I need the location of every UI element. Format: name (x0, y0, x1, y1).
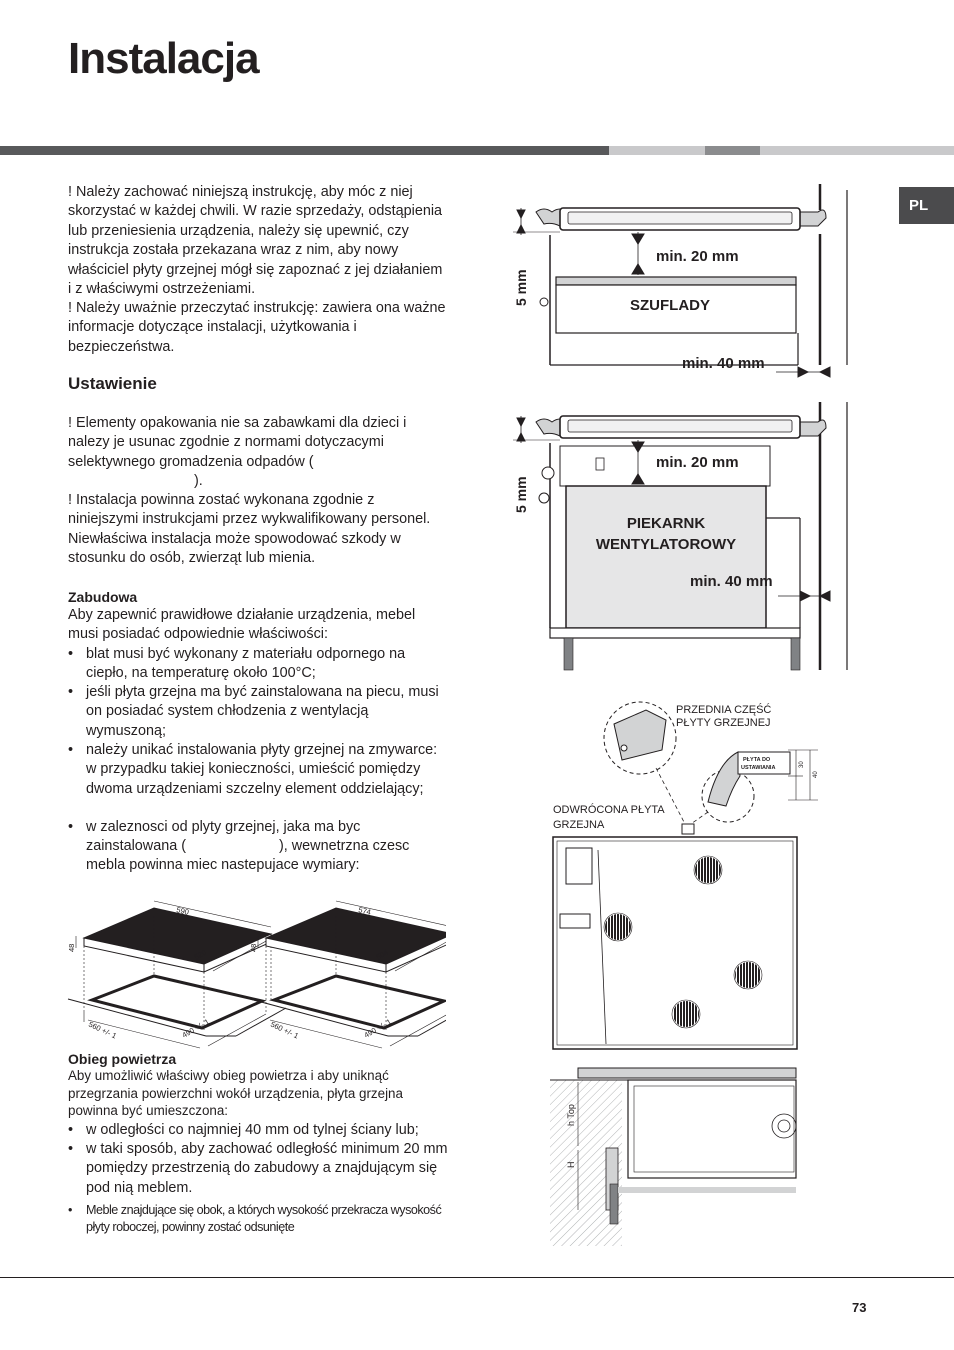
intro-paragraph-1: ! Należy zachować niniejszą instrukcję, aby móc z niej skorzystać w każdej chwili. W razie sprzedaży, odstąpienia lub przeniesienia urządzenia, należy się upewnić, czy instrukcja została przekazana wraz z nim, aby nowy właściciel płyty grzejnej mógł się zapoznać z jej działaniem i z właściwymi ostrzeżeniami. (68, 184, 443, 298)
zabudowa-intro: Aby zapewnić prawidłowe działanie urządzenia, mebel musi posiadać odpowiednie właściwości: (68, 607, 416, 643)
d2-oven-label-2: WENTYLATOROWY (595, 536, 737, 553)
d3-dim-30: 30 (799, 761, 805, 768)
d4-htop-label: h Top (566, 1104, 576, 1126)
cut2-cut-depth-label: 490 +/- 1 (362, 1017, 393, 1040)
cut1-width-label: 590 (175, 905, 190, 917)
ustawienie-paragraph-1: ! Elementy opakowania nie sa zabawkami dla dzieci i nalezy je usunac zgodnie z normami dotyczacymi selektywnego gromadzenia odpadów ( (68, 415, 407, 470)
d4-h-label: H (566, 1161, 576, 1168)
d2-min20-label: min. 20 mm (656, 454, 739, 471)
bullet-4-spacer (86, 837, 116, 857)
d3-front-label-2: PŁYTY GRZEJNEJ (676, 717, 771, 729)
d3-plate-label-1: PŁYTA DO (743, 757, 771, 763)
header-bar-mid (705, 146, 760, 155)
cut2-depth-label: 504 (374, 947, 390, 962)
header-bar-dark (0, 146, 609, 155)
zabudowa-bullet-4-b2: mebla powinna miec nastepujace wymiary: (86, 857, 360, 873)
d1-min20-label: min. 20 mm (656, 248, 739, 265)
diagram-oven (508, 398, 848, 673)
footer-divider (0, 1277, 954, 1278)
zabudowa-bullet-4-b1: ), wewnetrzna czesc (279, 838, 410, 854)
diagram-side-section (548, 1064, 800, 1248)
d1-gap-label: 5 mm (513, 269, 529, 306)
d2-oven-label-1: PIEKARNK (626, 515, 706, 532)
cutout-diagrams (66, 896, 446, 1056)
section-heading-zabudowa: Zabudowa (68, 589, 138, 605)
obieg-intro: Aby umożliwić właściwy obieg powietrza i aby uniknąć przegrzania powierzchni wokół urządzenia, płyta grzejna powinna być umieszczona: (68, 1068, 403, 1118)
d3-front-label-1: PRZEDNIA CZĘŚĆ (676, 704, 772, 716)
cut2-width-label: 574 (357, 905, 372, 917)
d1-drawers-label: SZUFLADY (630, 297, 710, 314)
page-number: 73 (852, 1300, 867, 1315)
cut1-cut-width-label: 560 +/- 1 (87, 1019, 118, 1041)
zabudowa-bullet-1: • blat musi być wykonany z materiału odpornego na ciepło, na temperaturę około 100°C; (68, 645, 448, 684)
page-title: Instalacja (68, 34, 259, 83)
d1-min40-label: min. 40 mm (682, 355, 765, 372)
obieg-bullet-1: • w odległości co najmniej 40 mm od tylnej ściany lub; (68, 1121, 448, 1140)
zabudowa-bullet-3: • należy unikać instalowania płyty grzejnej na zmywarce: w przypadku takiej konieczności, umieścić pomiędzy dwoma urządzeniami szczelny element oddzielający; (68, 741, 448, 799)
obieg-bullet-3: • Meble znajdujące się obok, a których wysokość przekracza wysokość płyty roboczej, powinny zostać odsunięte (68, 1202, 448, 1236)
d3-inverted-label-2: GRZEJNA (553, 819, 605, 831)
language-tab: PL (899, 187, 954, 224)
d3-dim-40: 40 (813, 771, 819, 778)
cut2-height-label: 48 (249, 943, 258, 952)
diagram-drawers (508, 180, 848, 380)
cut1-depth-label: 520 (192, 947, 208, 962)
zabudowa-bullet-2: • jeśli płyta grzejna ma być zainstalowana na piecu, musi on posiadać system chłodzenia z wentylacją wymuszoną; (68, 683, 448, 741)
d3-plate-label-2: USTAWIANIA (741, 765, 776, 771)
header-bar-light (609, 146, 705, 155)
d2-min40-label: min. 40 mm (690, 573, 773, 590)
zabudowa-bullet-4-a: w zaleznosci od plyty grzejnej, jaka ma byc zainstalowana ( (86, 819, 361, 855)
ustawienie-paragraph-1-end: ). (194, 473, 203, 489)
cut1-height-label: 48 (67, 943, 76, 952)
section-heading-obieg: Obieg powietrza (68, 1051, 177, 1067)
cut2-cut-width-label: 560 +/- 1 (269, 1019, 300, 1041)
section-heading-ustawienie: Ustawienie (68, 374, 157, 393)
obieg-bullet-2: • w taki sposób, aby zachować odległość minimum 20 mm pomiędzy przestrzenią do zabudowy a znajdującym się pod nią meblem. (68, 1140, 448, 1198)
d2-gap-label: 5 mm (513, 476, 529, 513)
ustawienie-paragraph-2: ! Instalacja powinna zostać wykonana zgodnie z niniejszymi instrukcjami przez wykwalifikowany personel. Niewłaściwa instalacja może spowodować szkody w stosunku do osób, zwierząt lub mienia. (68, 492, 431, 567)
d3-inverted-label-1: ODWRÓCONA PŁYTA (553, 804, 665, 816)
cut1-cut-depth-label: 490 +/- 1 (180, 1017, 211, 1040)
intro-paragraph-2: ! Należy uważnie przeczytać instrukcję: zawiera ona ważne informacje dotyczące instalacji, użytkowania i bezpieczeństwa. (68, 300, 446, 355)
diagram-inverted-hob (548, 692, 838, 1057)
header-bar-light2 (760, 146, 954, 155)
